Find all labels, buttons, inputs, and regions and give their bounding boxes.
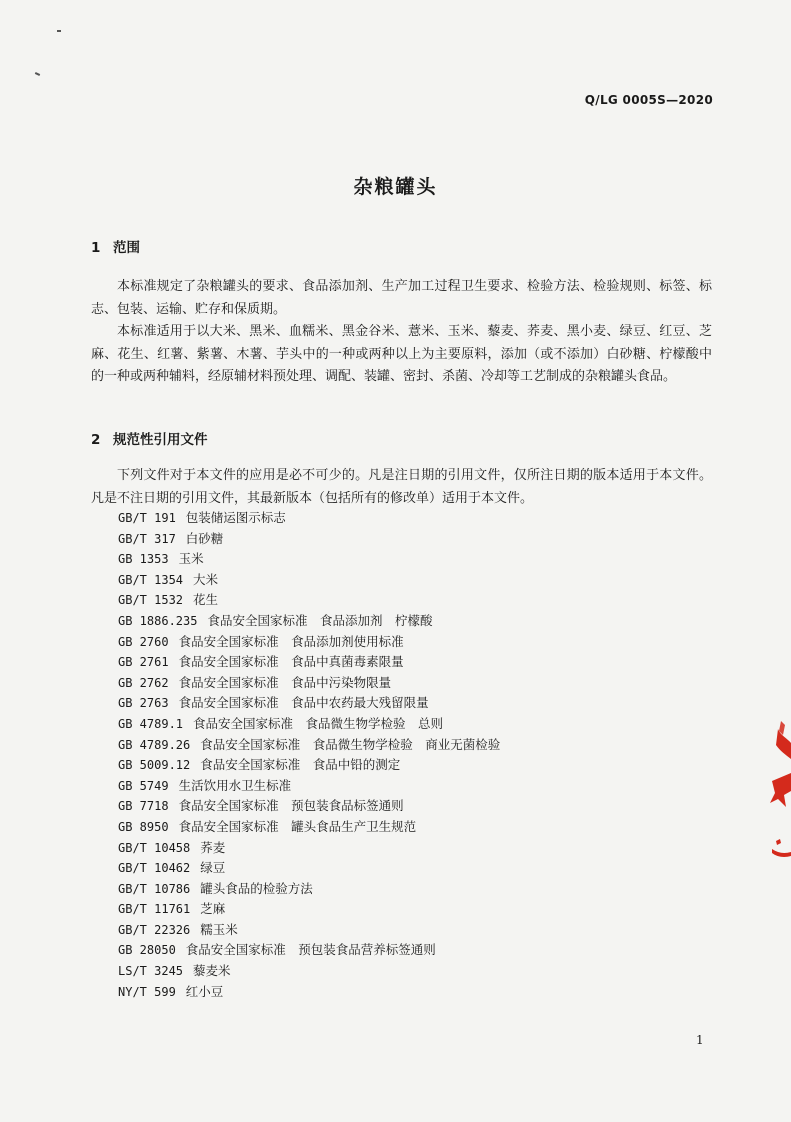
reference-code: GB/T 11761	[118, 902, 191, 917]
reference-title: 生活饮用水卫生标准	[178, 777, 292, 793]
reference-title: 食品安全国家标准 食品微生物学检验 商业无菌检验	[200, 736, 501, 752]
reference-code: GB 28050	[118, 943, 176, 958]
section-heading-normative-references	[91, 428, 208, 448]
list-item	[118, 611, 500, 632]
reference-title: 食品安全国家标准 预包装食品营养标签通则	[185, 942, 436, 958]
list-item	[118, 796, 500, 817]
list-item	[118, 858, 500, 879]
list-item	[118, 817, 500, 838]
reference-code: GB/T 10462	[118, 861, 191, 876]
list-item	[118, 776, 500, 797]
reference-code: GB 5749	[118, 778, 169, 793]
list-item	[118, 735, 500, 756]
reference-title: 食品安全国家标准 食品添加剂 柠檬酸	[207, 612, 433, 628]
reference-title: 食品安全国家标准 食品中农药最大残留限量	[178, 695, 429, 711]
reference-title: 荞麦	[200, 839, 226, 855]
list-item	[118, 673, 500, 694]
list-item	[118, 899, 500, 920]
list-item	[118, 529, 500, 550]
list-item	[118, 590, 500, 611]
page-number: 1	[696, 1033, 704, 1047]
reference-code: GB/T 10786	[118, 881, 191, 896]
standard-code: Q/LG 0005S—2020	[584, 93, 713, 107]
list-item	[118, 652, 500, 673]
list-item	[118, 838, 500, 859]
list-item	[118, 755, 500, 776]
references-intro-paragraph: 下列文件对于本文件的应用是必不可少的。凡是注日期的引用文件，仅所注日期的版本适用于本文件。凡是不注日期的引用文件，其最新版本（包括所有的修改单）适用于本文件。	[91, 468, 712, 506]
section-heading-scope	[91, 236, 140, 256]
reference-title: 食品安全国家标准 预包装食品标签通则	[178, 798, 404, 814]
list-item	[118, 961, 500, 982]
reference-title: 罐头食品的检验方法	[200, 880, 313, 896]
section-number: 2	[91, 432, 101, 448]
section-number: 1	[91, 240, 101, 256]
list-item	[118, 549, 500, 570]
reference-title: 食品安全国家标准 食品中铅的测定	[200, 757, 401, 773]
reference-title: 玉米	[178, 551, 204, 567]
reference-code: GB/T 191	[118, 511, 176, 525]
reference-title: 包装储运图示标志	[185, 510, 286, 525]
document-title: 杂粮罐头	[353, 176, 438, 198]
reference-title: 食品安全国家标准 食品添加剂使用标准	[178, 633, 404, 649]
reference-title: 红小豆	[185, 983, 224, 999]
reference-code: GB 1353	[118, 552, 169, 567]
reference-code: GB 2761	[118, 655, 169, 670]
section-title: 规范性引用文件	[113, 432, 208, 448]
reference-title: 藜麦米	[193, 963, 231, 979]
reference-code: GB/T 1354	[118, 572, 184, 587]
reference-title: 芝麻	[200, 901, 226, 917]
list-item	[118, 982, 500, 1003]
scope-paragraph-1: 本标准规定了杂粮罐头的要求、食品添加剂、生产加工过程卫生要求、检验方法、检验规则、标签、标志、包装、运输、贮存和保质期。	[91, 279, 712, 317]
reference-code: GB/T 10458	[118, 840, 191, 855]
list-item	[118, 714, 500, 735]
reference-title: 糯玉米	[200, 921, 238, 937]
reference-title: 花生	[193, 592, 219, 608]
reference-code: GB 7718	[118, 799, 169, 814]
reference-code: GB 2760	[118, 634, 169, 649]
seal-fragment-icon	[764, 715, 791, 865]
reference-code: NY/T 599	[118, 984, 176, 999]
list-item	[118, 693, 500, 714]
reference-title: 绿豆	[200, 860, 226, 876]
list-item	[118, 570, 500, 591]
list-item	[118, 879, 500, 900]
reference-code: GB/T 22326	[118, 922, 191, 937]
reference-title: 大米	[193, 571, 219, 587]
reference-code: GB 2763	[118, 696, 169, 711]
scan-speck	[35, 72, 40, 76]
reference-code: GB 8950	[118, 819, 169, 834]
reference-code: GB 4789.1	[118, 716, 184, 731]
list-item	[118, 632, 500, 653]
scope-paragraph-2: 本标准适用于以大米、黑米、血糯米、黑金谷米、薏米、玉米、藜麦、荞麦、黑小麦、绿豆、红豆、芝麻、花生、红薯、紫薯、木薯、芋头中的一种或两种以上为主要原料，添加（或不添加）白砂糖、柠檬酸中的一种或两种辅料，经原辅材料预处理、调配、装罐、密封、杀菌、冷却等工艺制成的杂粮罐头食品。	[91, 324, 712, 384]
list-item	[118, 940, 500, 961]
reference-code: GB 5009.12	[118, 758, 191, 773]
reference-code: GB 2762	[118, 675, 169, 690]
reference-code: GB 1886.235	[118, 613, 198, 628]
section-title: 范围	[113, 240, 140, 256]
reference-code: LS/T 3245	[118, 964, 184, 979]
reference-title: 食品安全国家标准 食品微生物学检验 总则	[193, 715, 444, 731]
reference-code: GB/T 317	[118, 531, 176, 546]
reference-code: GB 4789.26	[118, 737, 191, 752]
list-item	[118, 508, 500, 529]
reference-title: 食品安全国家标准 罐头食品生产卫生规范	[178, 818, 417, 834]
reference-list	[118, 508, 500, 1002]
reference-title: 食品安全国家标准 食品中真菌毒素限量	[178, 654, 404, 670]
scan-speck	[57, 30, 61, 32]
reference-title: 白砂糖	[185, 530, 224, 546]
reference-title: 食品安全国家标准 食品中污染物限量	[178, 674, 392, 690]
list-item	[118, 920, 500, 941]
reference-code: GB/T 1532	[118, 593, 184, 608]
